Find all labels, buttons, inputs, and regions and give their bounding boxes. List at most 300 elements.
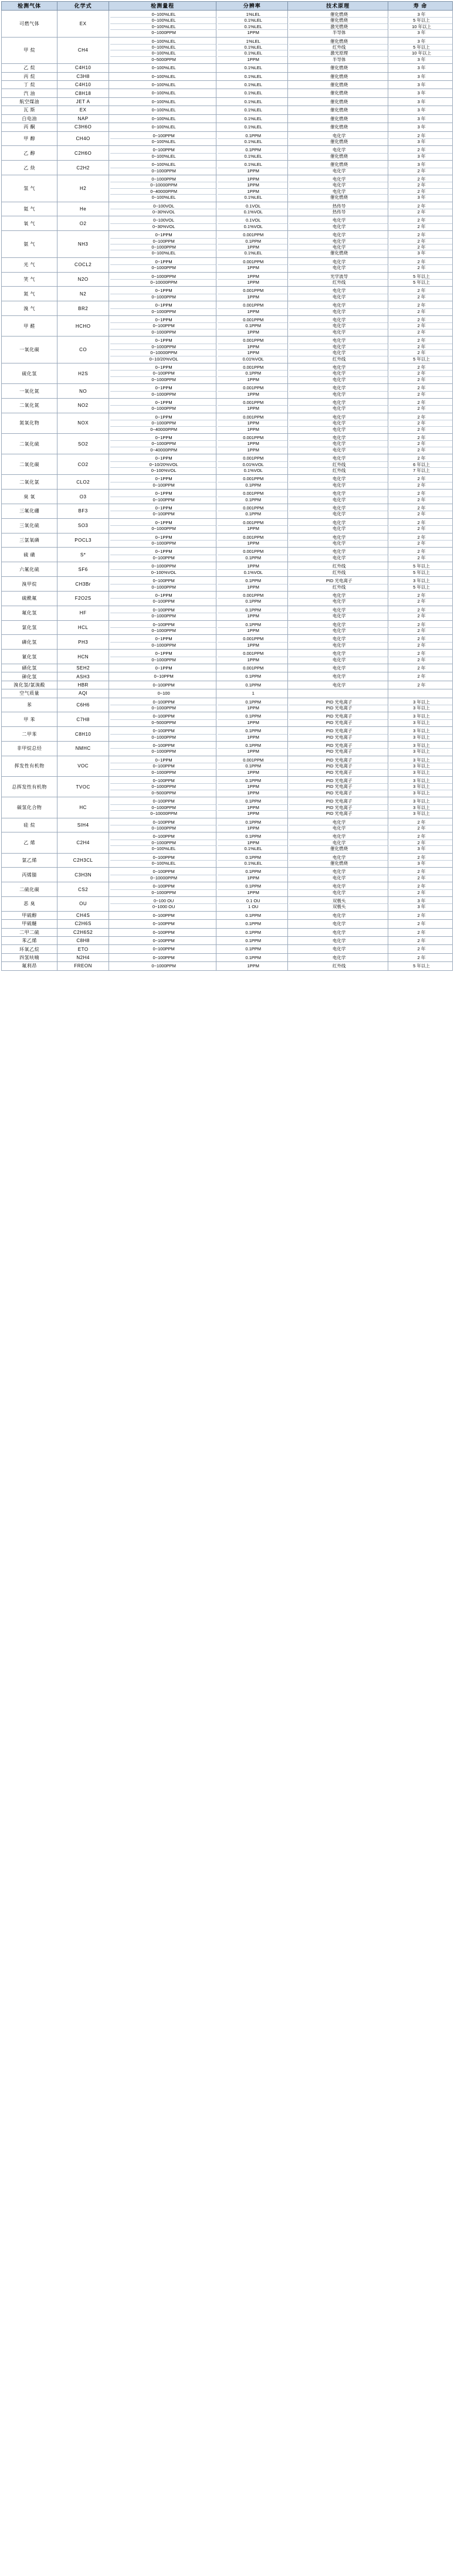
range-cell: [109, 287, 216, 301]
resolution-cell: [216, 591, 288, 606]
technology-cell: [288, 72, 388, 80]
sub-value: 0~10/20%VOL: [110, 461, 216, 467]
sub-value: 0~5000PPM: [151, 56, 176, 62]
table-body: [2, 11, 453, 971]
resolution-cell: [216, 114, 288, 123]
table-row: [2, 37, 453, 64]
technology-cell: [288, 398, 388, 413]
sub-value: 2 年: [417, 497, 426, 502]
gas-name-cell: 六氟化硫: [2, 562, 57, 577]
gas-name-cell: 二甲二硫: [2, 928, 57, 936]
life-cell: [388, 287, 453, 301]
life-cell: [388, 257, 453, 272]
technology-cell: [288, 504, 388, 519]
sub-value: 电化学: [289, 636, 388, 642]
gas-name-cell: 一氧化氮: [2, 384, 57, 399]
sub-value: 0~1PPM: [110, 535, 216, 541]
sub-value: 1PPM: [247, 168, 259, 174]
life-cell: [388, 712, 453, 727]
sub-value: 2 年: [417, 875, 426, 881]
table-row: [2, 606, 453, 620]
technology-cell: [288, 37, 388, 64]
formula-cell: N2O: [57, 272, 109, 287]
table-row: [2, 175, 453, 202]
sub-value: 0~1000PPM: [151, 657, 176, 662]
life-cell: [388, 11, 453, 38]
life-cell: [388, 962, 453, 970]
technology-cell: [288, 577, 388, 592]
formula-cell: F2O2S: [57, 591, 109, 606]
formula-cell: C3H3N: [57, 868, 109, 882]
sub-value: 3 年: [417, 904, 426, 910]
sub-value: 电化学: [289, 549, 388, 555]
sub-value: 0~100%LEL: [151, 90, 176, 96]
sub-value: 5 年以上: [389, 45, 452, 50]
life-cell: [388, 131, 453, 146]
table-row: [2, 533, 453, 548]
sub-value: 2 年: [389, 607, 452, 613]
formula-cell: C3H8: [57, 72, 109, 80]
sub-value: 电化学: [332, 613, 346, 619]
resolution-cell: [216, 433, 288, 454]
sub-value: 0.001PPM: [218, 549, 288, 555]
range-cell: [109, 475, 216, 490]
gas-name-cell: 乙 烯: [2, 832, 57, 853]
sub-value: 0~1PPM: [110, 400, 216, 406]
sub-value: 电化学: [332, 511, 346, 517]
resolution-cell: [216, 216, 288, 231]
range-cell: [109, 742, 216, 756]
sub-value: 催化燃烧: [330, 90, 348, 96]
sub-value: 催化燃烧: [289, 18, 388, 23]
sub-value: 电化学: [332, 541, 346, 546]
sub-value: 0~1000PPM: [151, 329, 176, 335]
gas-name-cell: 可燃气体: [2, 11, 57, 38]
sub-value: 0.1%LEL: [244, 107, 262, 113]
col-header-formula: 化学式: [57, 2, 109, 11]
life-cell: [388, 591, 453, 606]
table-row: [2, 64, 453, 72]
sub-value: 0~100VOL: [110, 203, 216, 209]
sub-value: 0.1%LEL: [218, 18, 288, 23]
technology-cell: [288, 681, 388, 689]
sub-value: 催化燃烧: [330, 138, 348, 144]
formula-cell: CH4O: [57, 131, 109, 146]
sub-value: 0~100PPM: [153, 482, 175, 488]
sub-value: 1PPM: [218, 188, 288, 194]
sub-value: 3 年以上: [413, 734, 430, 740]
sub-value: 0.001PPM: [218, 491, 288, 497]
sub-value: 1PPM: [247, 613, 259, 619]
formula-cell: SO3: [57, 518, 109, 533]
sub-value: 催化燃烧: [330, 250, 348, 256]
table-row: [2, 161, 453, 175]
gas-name-cell: 氮氧化物: [2, 413, 57, 433]
sub-value: 0.1PPM: [218, 883, 288, 889]
sub-value: 0.1PPM: [218, 869, 288, 875]
sub-value: 2 年: [389, 338, 452, 344]
sub-value: 电化学: [332, 929, 346, 935]
sub-value: 0~100%LEL: [151, 115, 176, 121]
sub-value: 0~100%LEL: [151, 860, 176, 866]
sub-value: 2 年: [389, 476, 452, 482]
sub-value: 2 年: [389, 420, 452, 426]
sub-value: 2 年: [389, 371, 452, 376]
sub-value: [389, 691, 452, 696]
technology-cell: [288, 123, 388, 131]
sub-value: 2 年: [417, 526, 426, 532]
sub-value: PID 光电离子: [289, 798, 388, 804]
technology-cell: [288, 161, 388, 175]
sub-value: 电化学: [289, 238, 388, 244]
life-cell: [388, 81, 453, 89]
life-cell: [388, 937, 453, 945]
sub-value: 1PPM: [247, 875, 259, 881]
sub-value: 10 年以上: [389, 50, 452, 56]
gas-name-cell: 三氧化硫: [2, 518, 57, 533]
sub-value: 0~1PPM: [110, 757, 216, 763]
range-cell: [109, 81, 216, 89]
formula-cell: He: [57, 202, 109, 216]
sub-value: 2 年: [389, 133, 452, 139]
resolution-cell: [216, 635, 288, 650]
formula-cell: HCN: [57, 650, 109, 664]
range-cell: [109, 146, 216, 161]
sub-value: 电化学: [289, 182, 388, 188]
resolution-cell: [216, 413, 288, 433]
sub-value: 红外线: [289, 45, 388, 50]
range-cell: [109, 337, 216, 363]
sub-value: 0~1000PPM: [110, 176, 216, 182]
sub-value: 2 年: [417, 555, 426, 560]
sub-value: 2 年: [389, 520, 452, 526]
sub-value: 3 年: [417, 65, 426, 71]
sub-value: PID 光电离子: [289, 578, 388, 584]
formula-cell: HCL: [57, 620, 109, 635]
sub-value: 电化学: [289, 303, 388, 308]
technology-cell: [288, 620, 388, 635]
table-row: [2, 504, 453, 519]
life-cell: [388, 384, 453, 399]
technology-cell: [288, 698, 388, 712]
sub-value: 0~10PPM: [154, 674, 174, 679]
sub-value: 1PPM: [247, 541, 259, 546]
sub-value: 0~100%LEL: [151, 65, 176, 71]
gas-name-cell: 氯化氢: [2, 620, 57, 635]
resolution-cell: [216, 689, 288, 698]
formula-cell: H2S: [57, 363, 109, 383]
gas-name-cell: 丁 烷: [2, 81, 57, 89]
sub-value: 0.1PPM: [245, 929, 262, 935]
gas-name-cell: 笑 气: [2, 272, 57, 287]
sub-value: 0~30%VOL: [152, 223, 175, 229]
sub-value: 0.001PPM: [218, 476, 288, 482]
range-cell: [109, 562, 216, 577]
sub-value: 0.001PPM: [218, 535, 288, 541]
sub-value: 电化学: [289, 244, 388, 250]
sub-value: 电化学: [332, 376, 346, 382]
table-row: [2, 681, 453, 689]
sub-value: 1PPM: [247, 406, 259, 412]
sub-value: 2 年: [389, 350, 452, 356]
sub-value: 0~1000PPM: [110, 420, 216, 426]
sub-value: 0.001PPM: [218, 757, 288, 763]
formula-cell: PH3: [57, 635, 109, 650]
range-cell: [109, 853, 216, 868]
sub-value: 0~1000PPM: [151, 749, 176, 755]
range-cell: [109, 882, 216, 897]
resolution-cell: [216, 606, 288, 620]
sub-value: 2 年: [417, 391, 426, 397]
life-cell: [388, 797, 453, 818]
sub-value: 1PPM: [247, 30, 259, 36]
sub-value: 0~1PPM: [110, 288, 216, 294]
sub-value: 0~100PPM: [110, 238, 216, 244]
sub-value: 0.1%LEL: [244, 846, 262, 852]
range-cell: [109, 689, 216, 698]
sub-value: 5 年以上: [389, 274, 452, 280]
sub-value: 0.1%LEL: [244, 195, 262, 200]
sub-value: 3 年以上: [389, 713, 452, 719]
sub-value: 0~100%LEL: [110, 162, 216, 168]
sub-value: 电化学: [289, 607, 388, 613]
technology-cell: [288, 777, 388, 797]
sub-value: 催化燃烧: [330, 65, 348, 71]
sub-value: 0~100: [157, 691, 170, 696]
sub-value: 0~100PPM: [110, 778, 216, 784]
range-cell: [109, 363, 216, 383]
sub-value: 3 年: [389, 898, 452, 904]
gas-name-cell: 总挥发性有机物: [2, 777, 57, 797]
sub-value: PID 光电离子: [326, 734, 353, 740]
sub-value: 电化学: [332, 954, 346, 960]
resolution-cell: [216, 175, 288, 202]
sub-value: PID 光电离子: [289, 778, 388, 784]
sub-value: 电化学: [289, 855, 388, 861]
sub-value: 0.1PPM: [218, 778, 288, 784]
sub-value: 0.1PPM: [218, 323, 288, 329]
sub-value: 电化学: [289, 622, 388, 628]
sub-value: 0~100PPM: [110, 323, 216, 329]
life-cell: [388, 216, 453, 231]
gas-name-cell: 硒化氢: [2, 664, 57, 672]
sub-value: 0~5000PPM: [151, 790, 176, 796]
life-cell: [388, 681, 453, 689]
sub-value: 0~100PPM: [153, 555, 175, 560]
sub-value: 0.1%LEL: [218, 50, 288, 56]
sub-value: 催化燃烧: [330, 107, 348, 113]
formula-cell: S*: [57, 548, 109, 562]
formula-cell: SIH4: [57, 818, 109, 832]
formula-cell: C8H8: [57, 937, 109, 945]
gas-name-cell: 乙 烷: [2, 64, 57, 72]
formula-cell: EX: [57, 11, 109, 38]
technology-cell: [288, 316, 388, 337]
gas-name-cell: 苯: [2, 698, 57, 712]
sub-value: 0~100PPM: [110, 133, 216, 139]
table-row: [2, 11, 453, 38]
sub-value: 2 年: [417, 938, 426, 943]
gas-name-cell: 瓦 斯: [2, 106, 57, 114]
sub-value: PID 光电离子: [326, 749, 353, 755]
sub-value: 3 年: [417, 98, 426, 104]
sub-value: 0~100PPM: [153, 954, 175, 960]
sub-value: PID 光电离子: [289, 743, 388, 749]
gas-name-cell: 二氧化碳: [2, 454, 57, 475]
table-row: [2, 853, 453, 868]
formula-cell: N2H4: [57, 953, 109, 961]
sub-value: 0~1000PPM: [110, 784, 216, 790]
sub-value: 0.01%VOL: [218, 461, 288, 467]
formula-cell: NAP: [57, 114, 109, 123]
sub-value: 0.1%LEL: [244, 860, 262, 866]
sub-value: 1PPM: [247, 627, 259, 633]
sub-value: 5 年以上: [389, 563, 452, 569]
sub-value: 0.001PPM: [243, 665, 264, 671]
formula-cell: VOC: [57, 756, 109, 776]
resolution-cell: [216, 363, 288, 383]
range-cell: [109, 591, 216, 606]
life-cell: [388, 202, 453, 216]
range-cell: [109, 175, 216, 202]
sub-value: 0.1%LEL: [244, 82, 262, 88]
resolution-cell: [216, 37, 288, 64]
sub-value: 红外线: [289, 563, 388, 569]
resolution-cell: [216, 945, 288, 953]
sub-value: 电化学: [332, 938, 346, 943]
sub-value: 2 年: [389, 834, 452, 840]
range-cell: [109, 797, 216, 818]
gas-name-cell: 磷化氢: [2, 635, 57, 650]
formula-cell: CH3Br: [57, 577, 109, 592]
formula-cell: CO: [57, 337, 109, 363]
range-cell: [109, 777, 216, 797]
sub-value: 0~100PPM: [110, 883, 216, 889]
sub-value: 2 年: [417, 426, 426, 432]
sub-value: 红外线: [332, 468, 346, 473]
sub-value: 2 年: [417, 627, 426, 633]
resolution-cell: [216, 672, 288, 681]
range-cell: [109, 301, 216, 316]
sub-value: PID 光电离子: [289, 728, 388, 734]
life-cell: [388, 106, 453, 114]
sub-value: 2 年: [389, 456, 452, 461]
gas-name-cell: 氦 气: [2, 202, 57, 216]
technology-cell: [288, 533, 388, 548]
sub-value: 1PPM: [247, 584, 259, 590]
sub-value: 电化学: [332, 406, 346, 412]
sub-value: 0.1PPM: [218, 834, 288, 840]
formula-cell: EX: [57, 106, 109, 114]
sub-value: 电化学: [332, 426, 346, 432]
formula-cell: NMHC: [57, 742, 109, 756]
sub-value: 0.1%VOL: [243, 468, 263, 473]
gas-name-cell: 白电油: [2, 114, 57, 123]
sub-value: 电化学: [332, 674, 346, 679]
sub-value: 0.001PPM: [218, 593, 288, 599]
sub-value: 3 年: [417, 846, 426, 852]
sub-value: 1PPM: [218, 344, 288, 349]
formula-cell: SF6: [57, 562, 109, 577]
range-cell: [109, 953, 216, 961]
gas-name-cell: 丙 烷: [2, 72, 57, 80]
resolution-cell: [216, 868, 288, 882]
sub-value: 2 年: [417, 168, 426, 174]
sub-value: 5 年以上: [413, 356, 430, 362]
life-cell: [388, 868, 453, 882]
technology-cell: [288, 272, 388, 287]
sub-value: PID 光电离子: [289, 757, 388, 763]
life-cell: [388, 562, 453, 577]
table-row: [2, 727, 453, 742]
sub-value: 0~100PPM: [110, 869, 216, 875]
sub-value: 0~1000PPM: [151, 294, 176, 300]
sub-value: 电化学: [332, 889, 346, 895]
col-header-range: 检测量程: [109, 2, 216, 11]
table-row: [2, 490, 453, 504]
gas-name-cell: 甲 苯: [2, 712, 57, 727]
sub-value: 激光原理: [289, 50, 388, 56]
range-cell: [109, 727, 216, 742]
sub-value: 红外线: [332, 963, 346, 969]
life-cell: [388, 433, 453, 454]
sub-value: 0.1PPM: [245, 555, 262, 560]
range-cell: [109, 37, 216, 64]
technology-cell: [288, 818, 388, 832]
gas-name-cell: 硅 烷: [2, 818, 57, 832]
sub-value: PID 光电离子: [289, 804, 388, 810]
sub-value: 0.1PPM: [245, 938, 262, 943]
life-cell: [388, 727, 453, 742]
sub-value: 3 年以上: [389, 757, 452, 763]
resolution-cell: [216, 832, 288, 853]
sub-value: 2 年: [417, 954, 426, 960]
range-cell: [109, 548, 216, 562]
sub-value: 电化学: [289, 317, 388, 323]
gas-name-cell: 甲 醇: [2, 131, 57, 146]
table-row: [2, 518, 453, 533]
range-cell: [109, 635, 216, 650]
technology-cell: [288, 175, 388, 202]
sub-value: 催化燃烧: [330, 82, 348, 88]
technology-cell: [288, 64, 388, 72]
col-header-life: 寿 命: [388, 2, 453, 11]
sub-value: 0.001PPM: [218, 338, 288, 344]
table-row: [2, 548, 453, 562]
sub-value: 0.1PPM: [218, 622, 288, 628]
life-cell: [388, 146, 453, 161]
life-cell: [388, 272, 453, 287]
technology-cell: [288, 650, 388, 664]
sub-value: 电化学: [332, 912, 346, 918]
sub-value: 3 年以上: [389, 763, 452, 769]
sub-value: 5 年以上: [413, 584, 430, 590]
gas-name-cell: 氨 气: [2, 231, 57, 258]
sub-value: 电化学: [289, 338, 388, 344]
sub-value: 3 年: [417, 115, 426, 121]
sub-value: 2 年: [389, 238, 452, 244]
sub-value: 0~1PPM: [110, 505, 216, 511]
gas-name-cell: 硫化氢: [2, 363, 57, 383]
life-cell: [388, 882, 453, 897]
sub-value: 2 年: [417, 657, 426, 662]
table-row: [2, 287, 453, 301]
sub-value: 0~1000PPM: [110, 563, 216, 569]
formula-cell: CH4S: [57, 911, 109, 919]
gas-name-cell: 光 气: [2, 257, 57, 272]
sub-value: 0~10000PPM: [150, 280, 177, 286]
sub-value: 热传导: [289, 203, 388, 209]
